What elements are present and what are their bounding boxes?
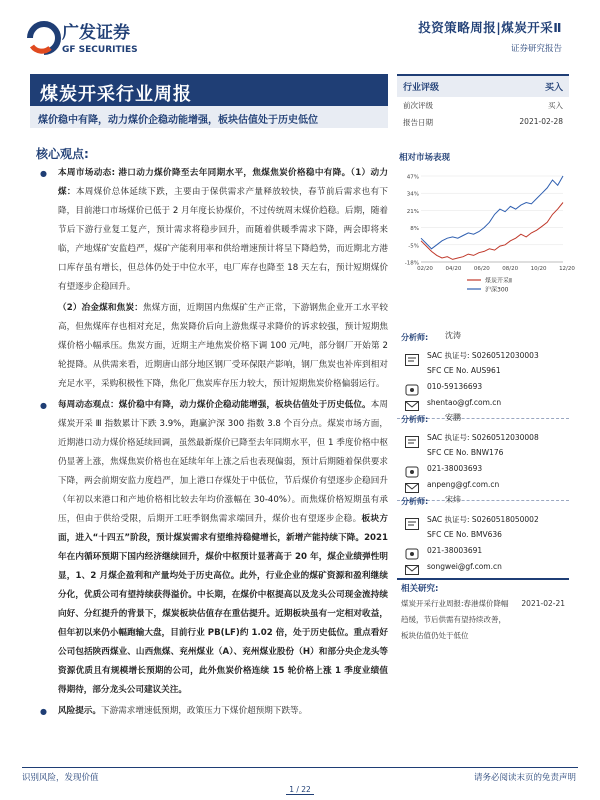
- key-point-4: [30, 702, 388, 721]
- risk-text: 下游需求增速低预期，政策压力下煤价超预期下跌等。: [100, 706, 308, 716]
- report-subtitle: 煤价稳中有降，动力煤价企稳动能增强，板块估值处于历史低位: [30, 106, 388, 128]
- key-point-3-text: 本周煤炭开采 Ⅲ 指数累计下跌 3.9%，跑赢沪深 300 指数 3.8 个百分点。煤炭市场方面，近期港口动力煤价格延续回调，虽然最新煤价已降至去年同期水平，但 1 季度价格中枢仍显著上涨，焦煤焦炭价格也在延续年年上涨之后也表现偏弱，预计后期随着保供要求下降，两会前期安监力度趋严，加上港口存煤处于中低位，节后煤价有望逐步企稳回升（年初以来港口和产地价格相比较去年均价涨幅在 30-40%）。而焦煤价格短期虽有承压，但由于供给受限，后期开工旺季钢焦需求端回升，煤价也有望逐步企稳。: [58, 400, 388, 524]
- analyst-label: 分析师:: [401, 333, 429, 342]
- y-tick-label: 8%: [410, 226, 419, 233]
- page-header: [0, 0, 600, 70]
- analyst-card: [397, 330, 569, 419]
- analyst-phone: 010-59136693: [427, 382, 483, 391]
- certificate-icon: [405, 518, 419, 530]
- key-point-3-emphasis: 板块方面，进入“十四五”阶段，预计煤炭需求有望维持稳健增长，新增产能持续下降。2021 年在内循环预期下国内经济继续回升，煤价中枢预计显著高于 20 年，煤企业绩弹性明显，1、2 月煤企盈利和产量均处于历史高位。此外，行业企业的煤矿资源和盈利继续分化，优质公司有望持续获得溢价。中长期，在煤价中枢提高以及龙头公司现金流持续向好、分红提升的背景下，煤炭板块估值存在重估提升。近期板块虽有一定相对收益，但年初以来仍小幅跑输大盘，目前行业 PB(LF)约 1.02 倍，处于历史低位。重点看好公司包括陕西煤业、山西焦煤、兖州煤业（A）、兖州煤业股份（H）和部分央企龙头等资源优质且有规模增长预期的公司，此外焦炭价格连续 15 轮价格上涨 1 季度业绩值得期待，部分龙头公司建议关注。: [58, 514, 388, 695]
- page-number: [0, 785, 600, 794]
- analyst-email[interactable]: songwei@gf.com.cn: [427, 562, 502, 571]
- related-research-link[interactable]: 煤炭开采行业周报:春港煤价降幅趋缓，节后供需有望持续改善，板块估值仍处于低位: [401, 599, 509, 640]
- report-date-label: 报告日期: [403, 118, 433, 127]
- related-research-item[interactable]: [397, 596, 569, 644]
- x-tick-label: 02/20: [417, 266, 433, 272]
- analyst-sfc: SFC CE No. BMV636: [427, 530, 502, 539]
- analyst-name: 宋炜: [445, 495, 461, 504]
- y-tick-label: -5%: [408, 243, 419, 250]
- report-type: 投资策略周报|煤炭开采Ⅱ: [418, 20, 562, 35]
- x-tick-label: 06/20: [473, 266, 490, 272]
- related-research-title: 相关研究:: [397, 578, 569, 596]
- analyst-sfc: SFC CE No. BNW176: [427, 448, 504, 457]
- chart-svg: [397, 170, 575, 320]
- email-icon: [405, 564, 419, 576]
- series-line-1: [421, 176, 563, 249]
- email-icon: [405, 400, 419, 412]
- rating-panel: [397, 74, 569, 163]
- analyst-label: 分析师:: [401, 497, 429, 506]
- x-tick-label: 04/20: [445, 266, 462, 272]
- key-point-3: [30, 396, 388, 700]
- analyst-phone: 021-38003691: [427, 546, 483, 555]
- footer-disclaimer: 请务必阅读末页的免责声明: [473, 773, 576, 783]
- analyst-phone: 021-38003693: [427, 464, 483, 473]
- logo-en: GF SECURITIES: [62, 45, 138, 55]
- y-tick-label: 34%: [406, 191, 419, 198]
- page-number-text: 1 / 22: [286, 785, 314, 795]
- analyst-sac: SAC 执证号: S0260512030008: [427, 433, 539, 442]
- analyst-email[interactable]: anpeng@gf.com.cn: [427, 480, 500, 489]
- analyst-sac: SAC 执证号: S0260518050002: [427, 515, 539, 524]
- legend-label: 沪深300: [485, 286, 509, 294]
- key-point-1: [30, 164, 388, 297]
- series-line-0: [421, 203, 563, 260]
- prev-rating-label: 前次评级: [403, 101, 433, 110]
- chart-title: 相对市场表现: [399, 153, 451, 163]
- related-research-date: 2021-02-21: [521, 599, 565, 608]
- phone-icon: [405, 384, 419, 396]
- certificate-icon: [405, 436, 419, 448]
- logo-cn: 广发证券: [62, 23, 130, 43]
- analyst-sfc: SFC CE No. AUS961: [427, 366, 501, 375]
- report-sub: 证券研究报告: [510, 44, 562, 54]
- certificate-icon: [405, 354, 419, 366]
- report-date-row: [397, 114, 569, 131]
- rating-label: 行业评级: [403, 83, 440, 93]
- footer-divider: [22, 767, 578, 768]
- bullet-icon: ●: [40, 169, 47, 178]
- y-tick-label: 47%: [406, 174, 419, 181]
- legend-label: 煤炭开采Ⅱ: [485, 277, 512, 285]
- analyst-sac: SAC 执证号: S0260512030003: [427, 351, 539, 360]
- x-tick-label: 08/20: [502, 266, 519, 272]
- key-point-1-lead: 本周市场动态: 港口动力煤价降至去年同期水平，焦煤焦炭价格稳中有降。（1）动力煤：: [58, 168, 388, 197]
- analyst-card: [397, 494, 569, 578]
- phone-icon: [405, 548, 419, 560]
- key-points-title: 核心观点:: [36, 147, 89, 161]
- analyst-card: [397, 412, 569, 501]
- analyst-label: 分析师:: [401, 415, 429, 424]
- email-icon: [405, 482, 419, 494]
- related-research: [397, 578, 569, 644]
- report-date-value: 2021-02-28: [519, 117, 563, 126]
- risk-lead: 风险提示。: [58, 706, 101, 716]
- key-points-body: [30, 164, 388, 723]
- key-point-2-lead: （2）冶金煤和焦炭：: [58, 303, 143, 313]
- gf-securities-logo: [22, 12, 172, 60]
- prev-rating-row: [397, 97, 569, 114]
- bullet-icon: ●: [40, 401, 47, 410]
- key-point-1-text: 本周煤价总体延续下跌，主要由于保供需求产量释放较快，春节前后需求也有下降，目前港口市场煤价已低于 2 月年度长协煤价，不过传统周末煤价趋稳。后期，随着节后下游行业复工复产，预计需求将稳步回升，而随着供暖季需求下降，两会即将来临，产地煤矿安监趋严，煤矿产能利用率和供给增速预计将呈下降趋势，而近期北方港口库存虽有增长，但总体仍处于中位水平，电厂库存也降至 18 天左右，预计短期煤价有望逐步企稳回升。: [58, 187, 388, 292]
- analyst-name: 安鹏: [445, 413, 461, 422]
- y-tick-label: -18%: [404, 260, 419, 267]
- x-tick-label: 12/20: [559, 266, 575, 272]
- rating-value: 买入: [544, 83, 563, 93]
- relative-performance-chart: [397, 170, 575, 320]
- key-point-2: [30, 299, 388, 394]
- analyst-name: 沈涛: [445, 331, 461, 340]
- bullet-icon: ●: [40, 707, 47, 716]
- y-tick-label: 21%: [406, 208, 419, 215]
- prev-rating-value: 买入: [548, 101, 563, 110]
- analyst-email[interactable]: shentao@gf.com.cn: [427, 398, 502, 407]
- rating-header: [397, 74, 569, 97]
- x-tick-label: 10/20: [530, 266, 547, 272]
- report-title: 煤炭开采行业周报: [40, 84, 192, 105]
- key-point-2-text: 焦煤方面，近期国内焦煤矿生产正常，下游钢焦企业开工水平较高，但焦煤库存也相对充足，焦炭降价后向上游焦煤寻求降价的诉求较强，预计短期焦煤价格小幅承压。焦炭方面，近期主产地焦炭价格下调 100 元/吨，部分钢厂开始第 2 轮提降。从供需来看，近期唐山部分地区钢厂受环保限产影响，钢厂焦炭也补库到相对充足水平，采购积极性下降，焦化厂焦炭库存压力较大，预计短期焦炭价格偏弱运行。: [58, 303, 388, 389]
- phone-icon: [405, 466, 419, 478]
- key-point-3-lead: 每周动态观点：煤价稳中有降，动力煤价企稳动能增强，板块估值处于历史低位。: [58, 400, 371, 410]
- footer-slogan: 识别风险，发现价值: [22, 773, 99, 783]
